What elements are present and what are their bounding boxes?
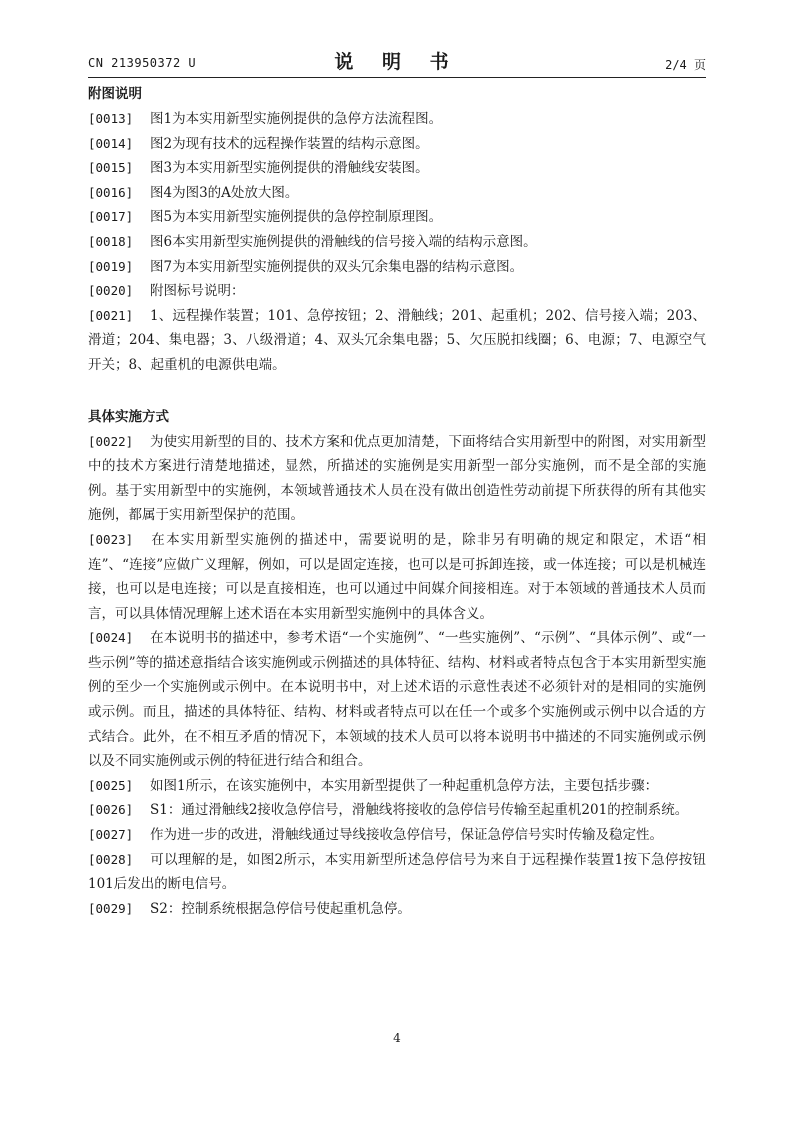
paragraph-number: [0024] [88, 630, 134, 646]
paragraph-text: 如图1所示，在该实施例中，本实用新型提供了一种起重机急停方法，主要包括步骤： [150, 777, 659, 794]
paragraph-number: [0021] [88, 307, 134, 323]
paragraph-number: [0028] [88, 851, 134, 867]
section-embodiments-body [88, 430, 706, 922]
document-type-title: 说 明 书 [334, 51, 460, 73]
paragraph [88, 304, 706, 378]
paragraph-text: 在本实用新型实施例的描述中，需要说明的是，除非另有明确的规定和限定，术语“相连”、“连接”应做广义理解，例如，可以是固定连接，也可以是可拆卸连接，或一体连接；可以是机械连接，也可以是电连接；可以是直接相连，也可以通过中间媒介间接相连。对于本领域的普通技术人员而言，可以具体情况理解上述术语在本实用新型实施例中的具体含义。 [88, 531, 706, 622]
section-gap [88, 378, 706, 404]
paragraph [88, 107, 706, 132]
paragraph [88, 528, 706, 626]
page-indicator: 2/4 页 [665, 58, 706, 72]
paragraph-number: [0020] [88, 283, 134, 299]
paragraph-text: 作为进一步的改进，滑触线通过导线接收急停信号，保证急停信号实时传输及稳定性。 [150, 827, 663, 844]
page-content [88, 81, 706, 921]
paragraph [88, 205, 706, 230]
paragraph-number: [0029] [88, 900, 134, 916]
section-drawings-body [88, 107, 706, 378]
publication-number: CN 213950372 U [88, 56, 197, 70]
paragraph-text: 在本说明书的描述中，参考术语“一个实施例”、“一些实施例”、“示例”、“具体示例”、或“一些示例”等的描述意指结合该实施例或示例描述的具体特征、结构、材料或者特点包含于本实用新型实施例的至少一个实施例或示例中。在本说明书中，对上述术语的示意性表述不必须针对的是相同的实施例或示例。而且，描述的具体特征、结构、材料或者特点可以在任一个或多个实施例或示例中以合适的方式结合。此外，在不相互矛盾的情况下，本领域的技术人员可以将本说明书中描述的不同实施例或示例以及不同实施例或示例的特征进行结合和组合。 [88, 630, 706, 770]
paragraph-text: 图7为本实用新型实施例提供的双头冗余集电器的结构示意图。 [150, 258, 524, 275]
paragraph-text: S1：通过滑触线2接收急停信号，滑触线将接收的急停信号传输至起重机201的控制系统。 [150, 802, 689, 819]
paragraph [88, 132, 706, 157]
page-number: 4 [393, 1031, 401, 1045]
paragraph [88, 798, 706, 823]
paragraph-text: 图3为本实用新型实施例提供的滑触线安装图。 [150, 160, 429, 177]
paragraph-text: 可以理解的是，如图2所示，本实用新型所述急停信号为来自于远程操作装置1按下急停按钮101后发出的断电信号。 [88, 851, 706, 893]
paragraph-number: [0013] [88, 111, 134, 126]
paragraph-text: 附图标号说明： [150, 283, 245, 300]
paragraph [88, 181, 706, 206]
paragraph-text: 图2为现有技术的远程操作装置的结构示意图。 [150, 135, 429, 152]
paragraph [88, 774, 706, 799]
paragraph-text: 图5为本实用新型实施例提供的急停控制原理图。 [150, 209, 443, 226]
paragraph [88, 626, 706, 774]
paragraph [88, 848, 706, 897]
paragraph [88, 823, 706, 848]
paragraph-text: 图6本实用新型实施例提供的滑触线的信号接入端的结构示意图。 [150, 233, 537, 250]
paragraph [88, 897, 706, 922]
paragraph-number: [0016] [88, 184, 134, 200]
header-rule [88, 77, 706, 78]
paragraph-number: [0027] [88, 827, 134, 843]
paragraph-number: [0018] [88, 233, 134, 249]
paragraph-number: [0025] [88, 777, 134, 793]
paragraph-text: 图1为本实用新型实施例提供的急停方法流程图。 [150, 111, 443, 127]
paragraph-number: [0017] [88, 209, 134, 225]
paragraph [88, 279, 706, 304]
paragraph [88, 255, 706, 280]
paragraph-number: [0022] [88, 433, 134, 449]
section-title-drawings: 附图说明 [88, 86, 142, 102]
paragraph-number: [0019] [88, 258, 134, 274]
paragraph-number: [0026] [88, 802, 134, 818]
paragraph [88, 156, 706, 181]
section-title-embodiments: 具体实施方式 [88, 408, 169, 425]
paragraph-number: [0015] [88, 160, 134, 176]
paragraph-text: S2：控制系统根据急停信号使起重机急停。 [150, 900, 411, 917]
paragraph-text: 为使实用新型的目的、技术方案和优点更加清楚，下面将结合实用新型中的附图，对实用新型中的技术方案进行清楚地描述，显然，所描述的实施例是实用新型一部分实施例，而不是全部的实施例。基于实用新型中的实施例，本领域普通技术人员在没有做出创造性劳动前提下所获得的所有其他实施例，都属于实用新型保护的范围。 [88, 433, 706, 524]
paragraph-number: [0014] [88, 135, 134, 151]
paragraph-text: 1、远程操作装置；101、急停按钮；2、滑触线；201、起重机；202、信号接入端；203、滑道；204、集电器；3、八级滑道；4、双头冗余集电器；5、欠压脱扣线圈；6、电源；7、电源空气开关；8、起重机的电源供电端。 [88, 307, 706, 373]
paragraph-number: [0023] [88, 531, 134, 547]
paragraph [88, 430, 706, 528]
paragraph [88, 230, 706, 255]
paragraph-text: 图4为图3的A处放大图。 [150, 184, 299, 201]
